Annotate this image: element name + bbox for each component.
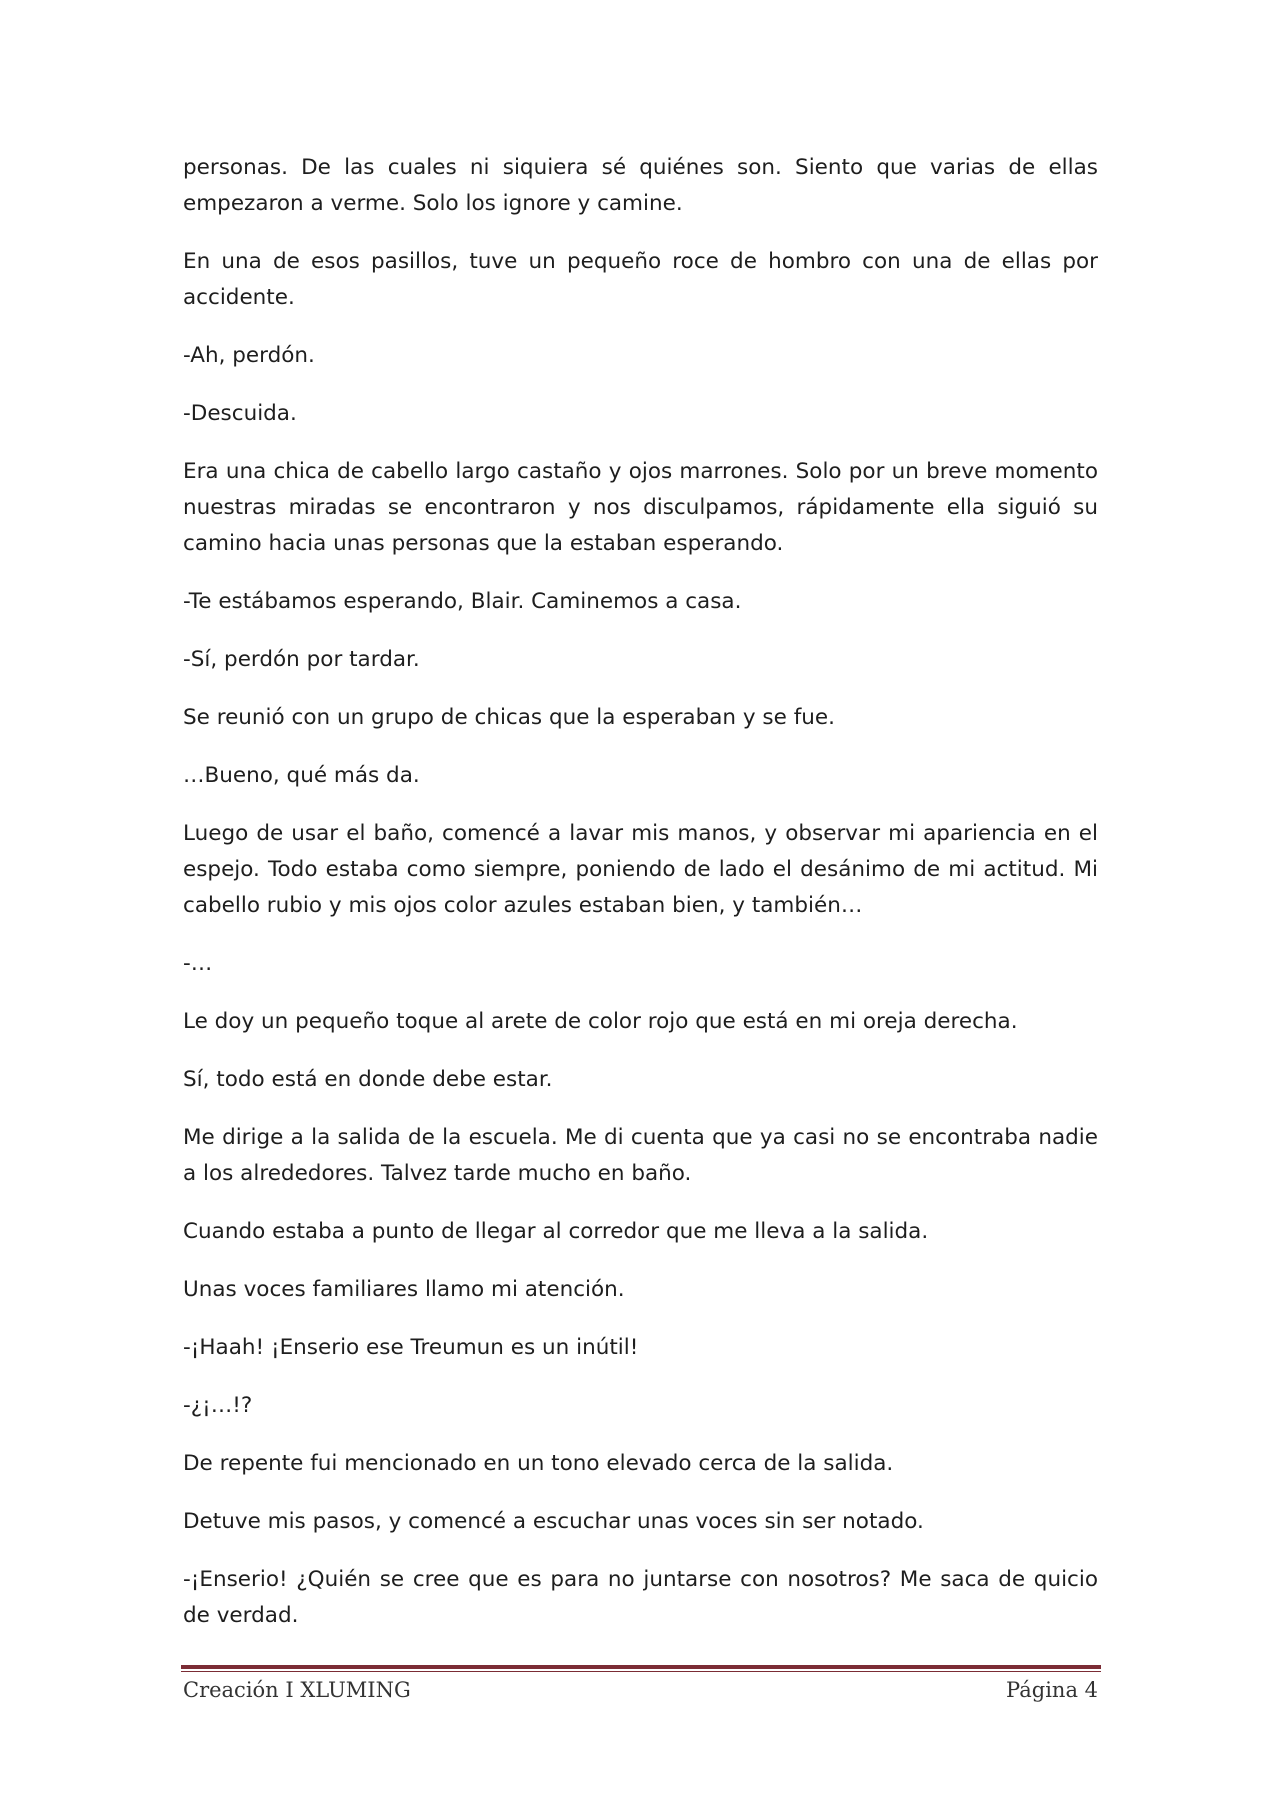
- paragraph: -…: [183, 951, 213, 976]
- page-number: Página 4: [1006, 1678, 1098, 1702]
- paragraph: Luego de usar el baño, comencé a lavar mis manos, y observar mi apariencia en el espejo. Todo estaba como siempre, poniendo de lado el desánimo de mi actitud. Mi cabello rubio y mis ojos color azules estaban bien, y también…: [183, 821, 1098, 918]
- paragraph: -¿¡…!?: [183, 1393, 253, 1418]
- footer-credit: Creación I XLUMING: [183, 1678, 411, 1702]
- paragraph: personas. De las cuales ni siquiera sé quiénes son. Siento que varias de ellas empezaron a verme. Solo los ignore y camine.: [183, 155, 1098, 216]
- footer-divider: [181, 1665, 1101, 1672]
- paragraph: Detuve mis pasos, y comencé a escuchar unas voces sin ser notado.: [183, 1509, 924, 1534]
- paragraph: Unas voces familiares llamo mi atención.: [183, 1277, 625, 1302]
- paragraph: -¡Haah! ¡Enserio ese Treumun es un inútil!: [183, 1335, 639, 1360]
- paragraph: …Bueno, qué más da.: [183, 763, 420, 788]
- paragraph: Le doy un pequeño toque al arete de color rojo que está en mi oreja derecha.: [183, 1009, 1018, 1034]
- body-text: [183, 150, 1098, 1656]
- paragraph: De repente fui mencionado en un tono elevado cerca de la salida.: [183, 1451, 894, 1476]
- paragraph: En una de esos pasillos, tuve un pequeño roce de hombro con una de ellas por accidente.: [183, 249, 1098, 310]
- paragraph: -¡Enserio! ¿Quién se cree que es para no juntarse con nosotros? Me saca de quicio de verdad.: [183, 1567, 1098, 1628]
- paragraph: -Ah, perdón.: [183, 343, 315, 368]
- page-footer: [183, 1678, 1098, 1702]
- paragraph: Sí, todo está en donde debe estar.: [183, 1067, 553, 1092]
- paragraph: Me dirige a la salida de la escuela. Me di cuenta que ya casi no se encontraba nadie a los alrededores. Talvez tarde mucho en baño.: [183, 1125, 1098, 1186]
- paragraph: -Sí, perdón por tardar.: [183, 647, 420, 672]
- paragraph: -Te estábamos esperando, Blair. Caminemos a casa.: [183, 589, 742, 614]
- paragraph: Cuando estaba a punto de llegar al corredor que me lleva a la salida.: [183, 1219, 929, 1244]
- paragraph: -Descuida.: [183, 401, 297, 426]
- paragraph: Se reunió con un grupo de chicas que la esperaban y se fue.: [183, 705, 835, 730]
- paragraph: Era una chica de cabello largo castaño y ojos marrones. Solo por un breve momento nuestras miradas se encontraron y nos disculpamos, rápidamente ella siguió su camino hacia unas personas que la estaban esperando.: [183, 459, 1098, 556]
